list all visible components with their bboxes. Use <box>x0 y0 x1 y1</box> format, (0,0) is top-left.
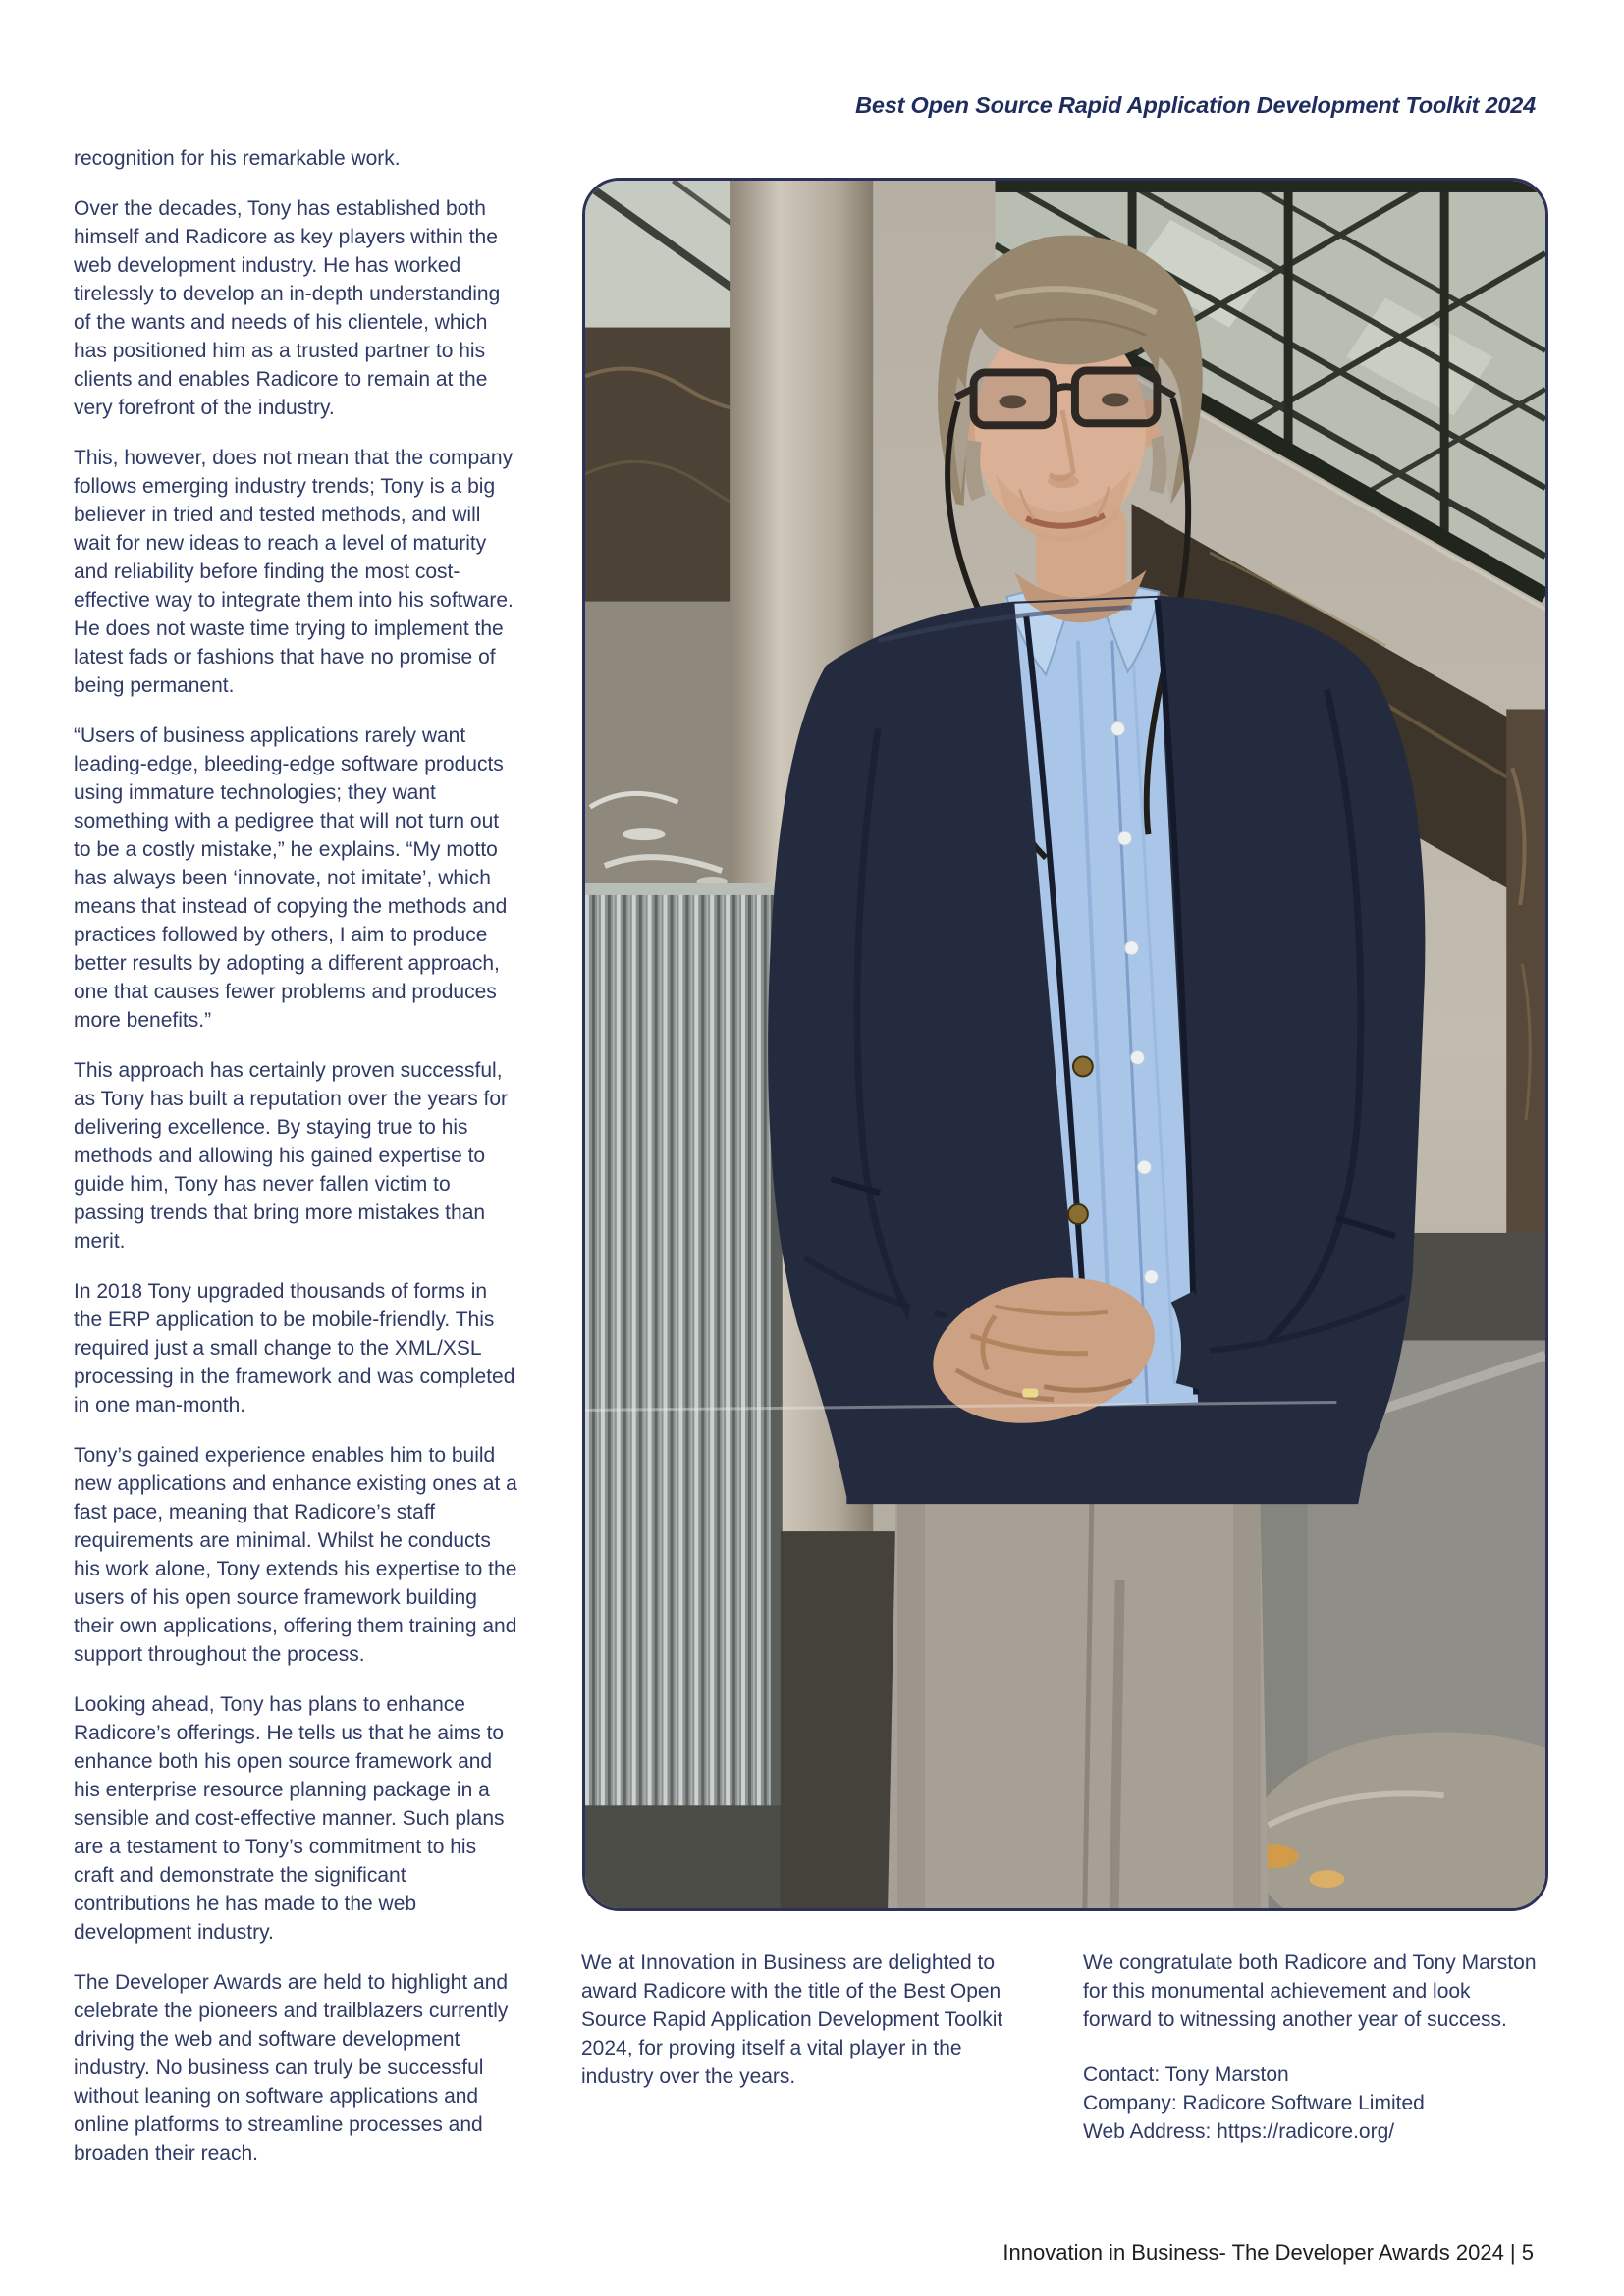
article-bottom-right-column <box>1083 1949 1544 2146</box>
paragraph: The Developer Awards are held to highlight and celebrate the pioneers and trailblazers currently driving the web and software development industry. No business can truly be successful without leaning on software applications and online platforms to streamline processes and broaden their reach. <box>74 1971 509 2164</box>
paragraph: This, however, does not mean that the company follows emerging industry trends; Tony is a big believer in tried and tested methods, and will wait for new ideas to reach a level of maturity and reliability before finding the most cost-effective way to integrate them into his software. He does not waste time trying to implement the latest fads or fashions that have no promise of being permanent. <box>74 447 514 697</box>
paragraph: We congratulate both Radicore and Tony Marston for this monumental achievement and look forward to witnessing another year of success. <box>1083 1951 1537 2031</box>
contact-name-line: Contact: Tony Marston <box>1083 2063 1289 2086</box>
contact-block <box>1083 2060 1544 2146</box>
paragraph: We at Innovation in Business are delighted to award Radicore with the title of the Best Open Source Rapid Application Development Toolkit 2024, for proving itself a vital player in the industry over the years. <box>581 1951 1003 2088</box>
contact-company-line: Company: Radicore Software Limited <box>1083 2092 1425 2114</box>
paragraph: Looking ahead, Tony has plans to enhance Radicore’s offerings. He tells us that he aims to enhance both his open source framework and his enterprise resource planning package in a sensible and cost-effective manner. Such plans are a testament to Tony’s commitment to his craft and demonstrate the significant contributions he has made to the web development industry. <box>74 1693 505 1944</box>
photo-illustration <box>585 181 1545 1908</box>
paragraph: recognition for his remarkable work. <box>74 147 401 170</box>
article-left-column <box>74 144 520 2189</box>
page-footer: Innovation in Business- The Developer Awards 2024 | 5 <box>1002 2240 1534 2265</box>
page-header-title: Best Open Source Rapid Application Development Toolkit 2024 <box>855 92 1536 118</box>
quote-paragraph: “Users of business applications rarely want leading-edge, bleeding-edge software products using immature technologies; they want something with a pedigree that will not turn out to be a costly mistake,” he explains. “My motto has always been ‘innovate, not imitate’, which means that instead of copying the methods and practices followed by others, I aim to produce better results by adopting a different approach, one that causes fewer problems and produces more benefits.” <box>74 724 508 1032</box>
paragraph: Tony’s gained experience enables him to build new applications and enhance existing ones at a fast pace, meaning that Radicore’s staff requirements are minimal. Whilst he conducts his work alone, Tony extends his expertise to the users of his open source framework building their own applications, offering them training and support throughout the process. <box>74 1444 517 1666</box>
article-bottom-middle-column <box>581 1949 1005 2112</box>
paragraph: In 2018 Tony upgraded thousands of forms in the ERP application to be mobile-friendly. This required just a small change to the XML/XSL processing in the framework and was completed in one man-month. <box>74 1280 515 1416</box>
paragraph: Over the decades, Tony has established both himself and Radicore as key players within the web development industry. He has worked tirelessly to develop an in-depth understanding of the wants and needs of his clientele, which has positioned him as a trusted partner to his clients and enables Radicore to remain at the very forefront of the industry. <box>74 197 501 419</box>
contact-web-line: Web Address: https://radicore.org/ <box>1083 2120 1395 2143</box>
tony-marston-photo <box>582 178 1548 1911</box>
paragraph: This approach has certainly proven successful, as Tony has built a reputation over the years for delivering excellence. By staying true to his methods and allowing his gained expertise to guide him, Tony has never fallen victim to passing trends that bring more mistakes than merit. <box>74 1059 509 1253</box>
